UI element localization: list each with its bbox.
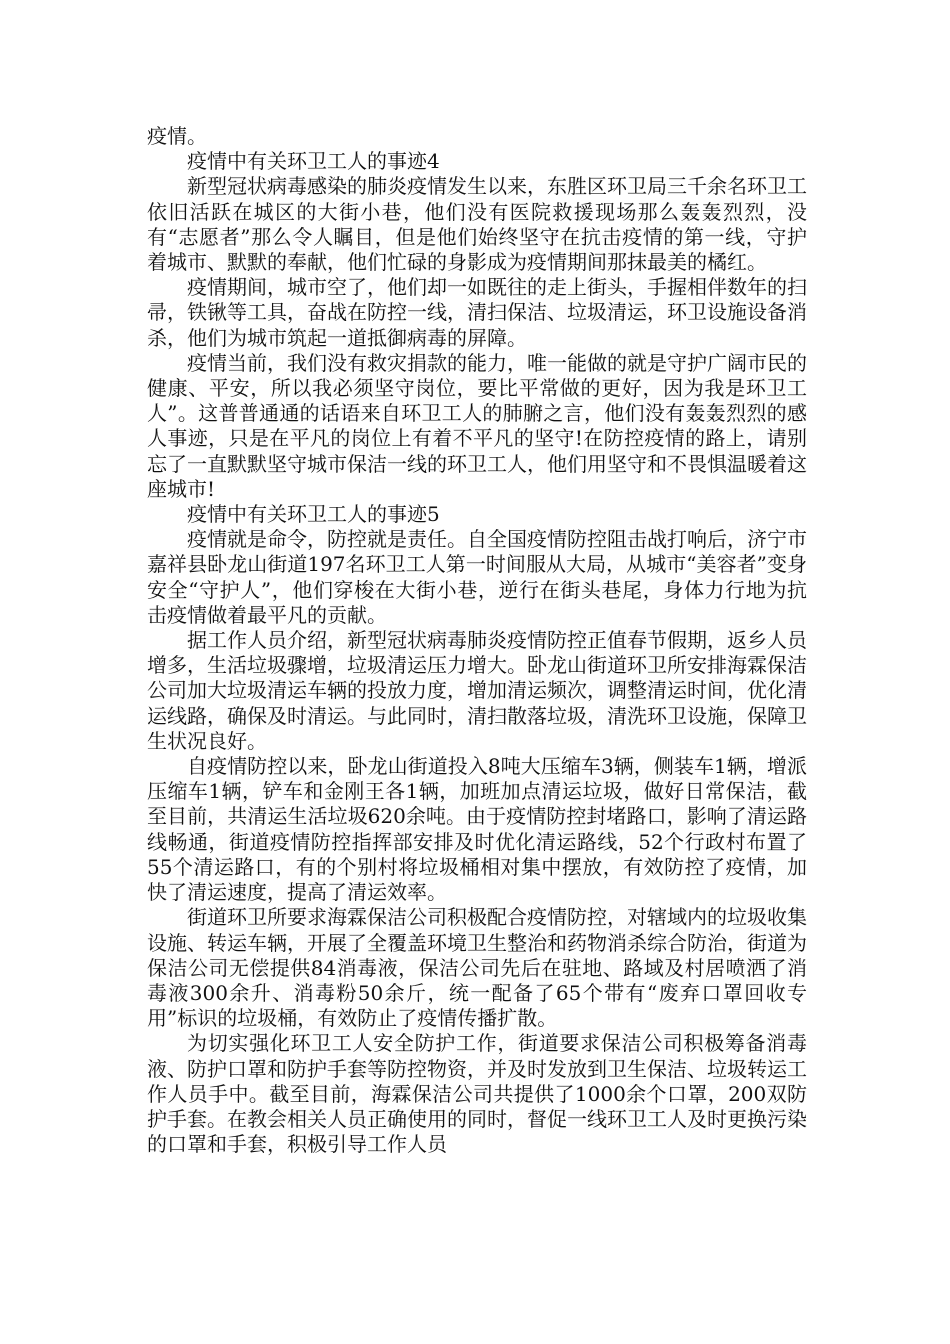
paragraph: 为切实强化环卫工人安全防护工作，街道要求保洁公司积极筹备消毒液、防护口罩和防护手套等防控物资，并及时发放到卫生保洁、垃圾转运工作人员手中。截至目前，海霖保洁公司共提供了1000余个口罩，200双防护手套。在教会相关人员正确使用的同时，督促一线环卫工人及时更换污染的口罩和手套，积极引导工作人员	[147, 1031, 807, 1157]
section-heading-4: 疫情中有关环卫工人的事迹4	[187, 149, 440, 174]
document-body	[147, 124, 807, 1157]
paragraph: 疫情就是命令，防控就是责任。自全国疫情防控阻击战打响后，济宁市嘉祥县卧龙山街道197名环卫工人第一时间服从大局，从城市“美容者”变身安全“守护人”，他们穿梭在大街小巷，逆行在街头巷尾，身体力行地为抗击疫情做着最平凡的贡献。	[147, 527, 807, 627]
paragraph: 疫情当前，我们没有救灾捐款的能力，唯一能做的就是守护广阔市民的健康、平安，所以我必须坚守岗位，要比平常做的更好，因为我是环卫工人”。这普普通通的话语来自环卫工人的肺腑之言，他们没有轰轰烈烈的感人事迹，只是在平凡的岗位上有着不平凡的坚守!在防控疫情的路上，请别忘了一直默默坚守城市保洁一线的环卫工人，他们用坚守和不畏惧温暖着这座城市!	[147, 350, 807, 501]
paragraph: 据工作人员介绍，新型冠状病毒肺炎疫情防控正值春节假期，返乡人员增多，生活垃圾骤增，垃圾清运压力增大。卧龙山街道环卫所安排海霖保洁公司加大垃圾清运车辆的投放力度，增加清运频次，调整清运时间，优化清运线路，确保及时清运。与此同时，清扫散落垃圾，清洗环卫设施，保障卫生状况良好。	[147, 628, 807, 753]
section-heading-5: 疫情中有关环卫工人的事迹5	[187, 502, 440, 527]
paragraph: 自疫情防控以来，卧龙山街道投入8吨大压缩车3辆，侧装车1辆，增派压缩车1辆，铲车和金刚王各1辆，加班加点清运垃圾，做好日常保洁，截至目前，共清运生活垃圾620余吨。由于疫情防控封堵路口，影响了清运路线畅通，街道疫情防控指挥部安排及时优化清运路线，52个行政村布置了55个清运路口，有的个别村将垃圾桶相对集中摆放，有效防控了疫情，加快了清运速度，提高了清运效率。	[147, 754, 807, 905]
paragraph: 新型冠状病毒感染的肺炎疫情发生以来，东胜区环卫局三千余名环卫工依旧活跃在城区的大街小巷，他们没有医院救援现场那么轰轰烈烈，没有“志愿者”那么令人瞩目，但是他们始终坚守在抗击疫情的第一线，守护着城市、默默的奉献，他们忙碌的身影成为疫情期间那抹最美的橘红。	[147, 174, 807, 275]
paragraph-continuation: 疫情。	[147, 124, 207, 148]
paragraph: 街道环卫所要求海霖保洁公司积极配合疫情防控，对辖域内的垃圾收集设施、转运车辆，开展了全覆盖环境卫生整治和药物消杀综合防治，街道为保洁公司无偿提供84消毒液，保洁公司先后在驻地、路域及村居喷洒了消毒液300余升、消毒粉50余斤，统一配备了65个带有“废弃口罩回收专用”标识的垃圾桶，有效防止了疫情传播扩散。	[147, 905, 807, 1031]
paragraph: 疫情期间，城市空了，他们却一如既往的走上街头，手握相伴数年的扫帚，铁锹等工具，奋战在防控一线，清扫保洁、垃圾清运，环卫设施设备消杀，他们为城市筑起一道抵御病毒的屏障。	[147, 275, 807, 350]
